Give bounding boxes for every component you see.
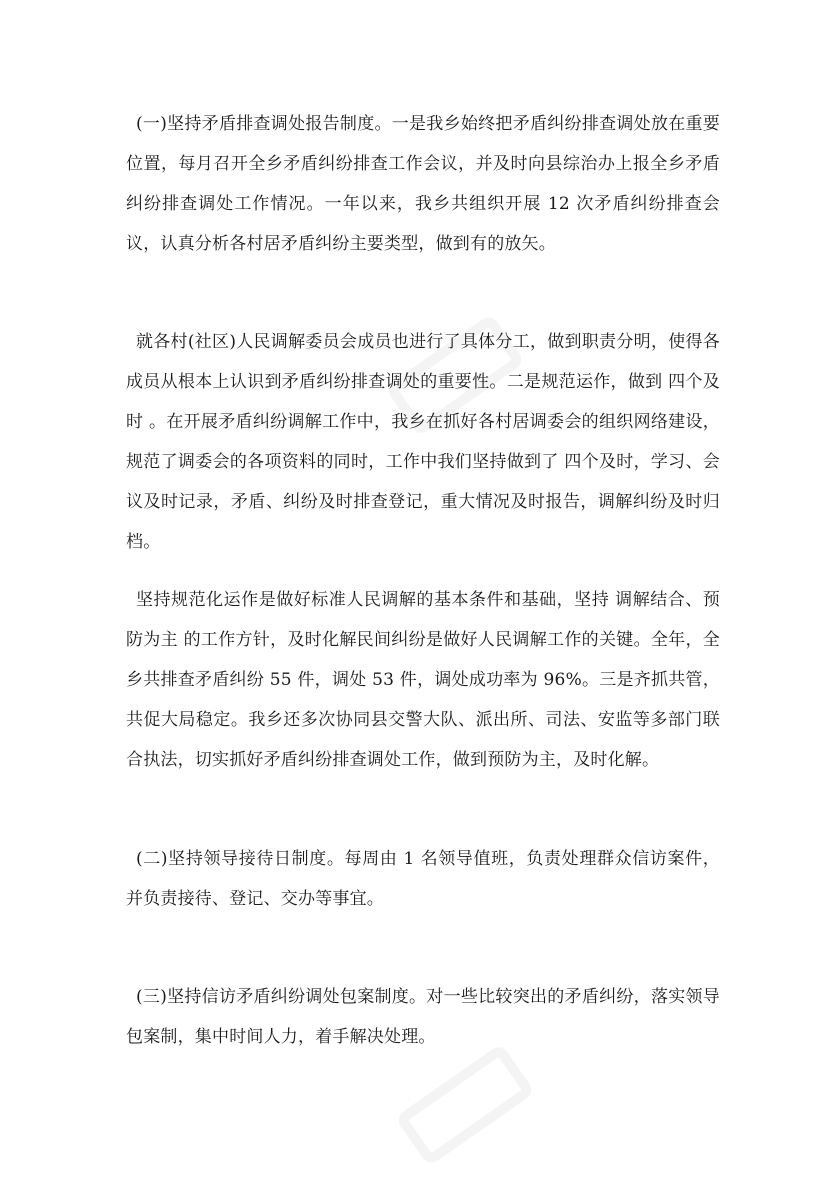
paragraph-3: 坚持规范化运作是做好标准人民调解的基本条件和基础，坚持 调解结合、预防为主 的工作方针，及时化解民间纠纷是做好人民调解工作的关键。全年，全乡共排查矛盾纠纷 55 件，调处 53 件，调处成功率为 96%。三是齐抓共管，共促大局稳定。我乡还多次协同县交警大队、派出所、司法、安监等多部门联合执法，切实抓好矛盾纠纷排查调处工作，做到预防为主，及时化解。 xyxy=(126,590,720,770)
paragraph-2: 就各村(社区)人民调解委员会成员也进行了具体分工，做到职责分明，使得各成员从根本上认识到矛盾纠纷排查调处的重要性。二是规范运作，做到 四个及时 。在开展矛盾纠纷调解工作中，我乡在抓好各村居调委会的组织网络建设，规范了调委会的各项资料的同时，工作中我们坚持做到了 四个及时，学习、会议及时记录，矛盾、纠纷及时排查登记，重大情况及时报告，调解纠纷及时归档。 xyxy=(126,332,720,552)
paragraph-1: (一)坚持矛盾排查调处报告制度。一是我乡始终把矛盾纠纷排查调处放在重要位置，每月召开全乡矛盾纠纷排查工作会议，并及时向县综治办上报全乡矛盾纠纷排查调处工作情况。一年以来，我乡共组织开展 12 次矛盾纠纷排查会议，认真分析各村居矛盾纠纷主要类型，做到有的放矢。 xyxy=(126,114,720,254)
paragraph-4: (二)坚持领导接待日制度。每周由 1 名领导值班，负责处理群众信访案件，并负责接待、登记、交办等事宜。 xyxy=(126,849,720,909)
paragraph-5: (三)坚持信访矛盾纠纷调处包案制度。对一些比较突出的矛盾纠纷，落实领导包案制，集中时间人力，着手解决处理。 xyxy=(126,987,720,1047)
